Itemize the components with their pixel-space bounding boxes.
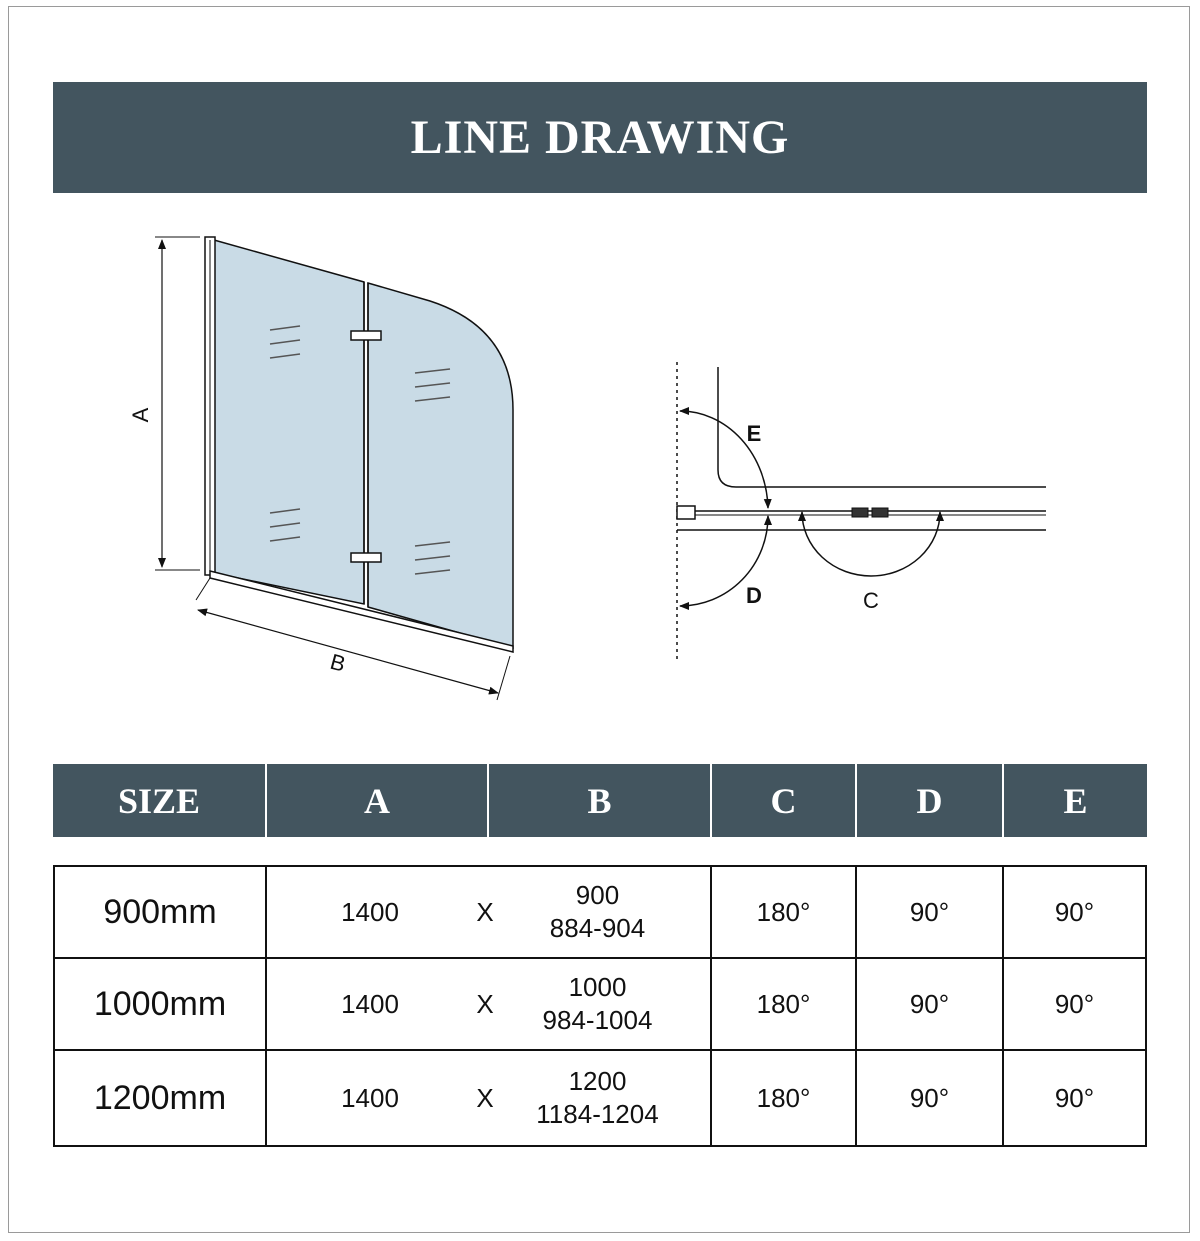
angle-e-label: E — [746, 421, 762, 446]
header-size: SIZE — [53, 764, 265, 837]
cell-d: 90° — [909, 988, 950, 1019]
arc-c — [802, 512, 940, 576]
b-range: 984-1004 — [542, 1005, 653, 1035]
hinge-top — [351, 331, 381, 340]
glass-panel-left — [214, 240, 364, 604]
cell-size: 1000mm — [93, 984, 227, 1023]
cell-e: 90° — [1054, 1082, 1095, 1113]
top-view — [677, 362, 1046, 662]
hinge-plan — [852, 508, 868, 517]
b-range: 884-904 — [549, 913, 646, 943]
cell-a: 1400 — [341, 1082, 399, 1113]
angle-d-label: D — [746, 583, 762, 608]
cell-d: 90° — [909, 896, 950, 927]
cell-d: 90° — [909, 1082, 950, 1113]
b-nominal: 1000 — [568, 972, 627, 1002]
page-title: LINE DRAWING — [410, 111, 790, 164]
cell-times: X — [476, 988, 494, 1019]
header-b: B — [489, 764, 710, 837]
cell-size: 900mm — [103, 892, 217, 931]
wall-bracket — [677, 506, 695, 519]
cell-b — [515, 959, 680, 1049]
b-nominal: 900 — [575, 880, 620, 910]
shower-screen-front-view — [205, 237, 513, 652]
cell-b — [515, 867, 680, 957]
header-d: D — [857, 764, 1002, 837]
cell-e: 90° — [1054, 896, 1095, 927]
cell-b — [515, 1051, 680, 1145]
cell-c: 180° — [756, 1082, 811, 1113]
bathtub-rim — [718, 367, 1046, 487]
cell-c: 180° — [756, 896, 811, 927]
cell-c: 180° — [756, 988, 811, 1019]
header-e: E — [1004, 764, 1147, 837]
hinge-bottom — [351, 553, 381, 562]
b-nominal: 1200 — [568, 1066, 627, 1096]
header-c: C — [712, 764, 855, 837]
angle-c-label: C — [863, 588, 879, 613]
glass-panel-right — [368, 283, 513, 648]
b-range: 1184-1204 — [536, 1099, 659, 1129]
cell-size: 1200mm — [93, 1078, 227, 1117]
cell-a: 1400 — [341, 988, 399, 1019]
dimension-b-label: B — [327, 648, 349, 677]
dimension-a-label: A — [128, 407, 153, 423]
cell-times: X — [476, 1082, 494, 1113]
cell-e: 90° — [1054, 988, 1095, 1019]
cell-times: X — [476, 896, 494, 927]
cell-a: 1400 — [341, 896, 399, 927]
header-a: A — [267, 764, 487, 837]
dimension-a — [128, 237, 200, 570]
